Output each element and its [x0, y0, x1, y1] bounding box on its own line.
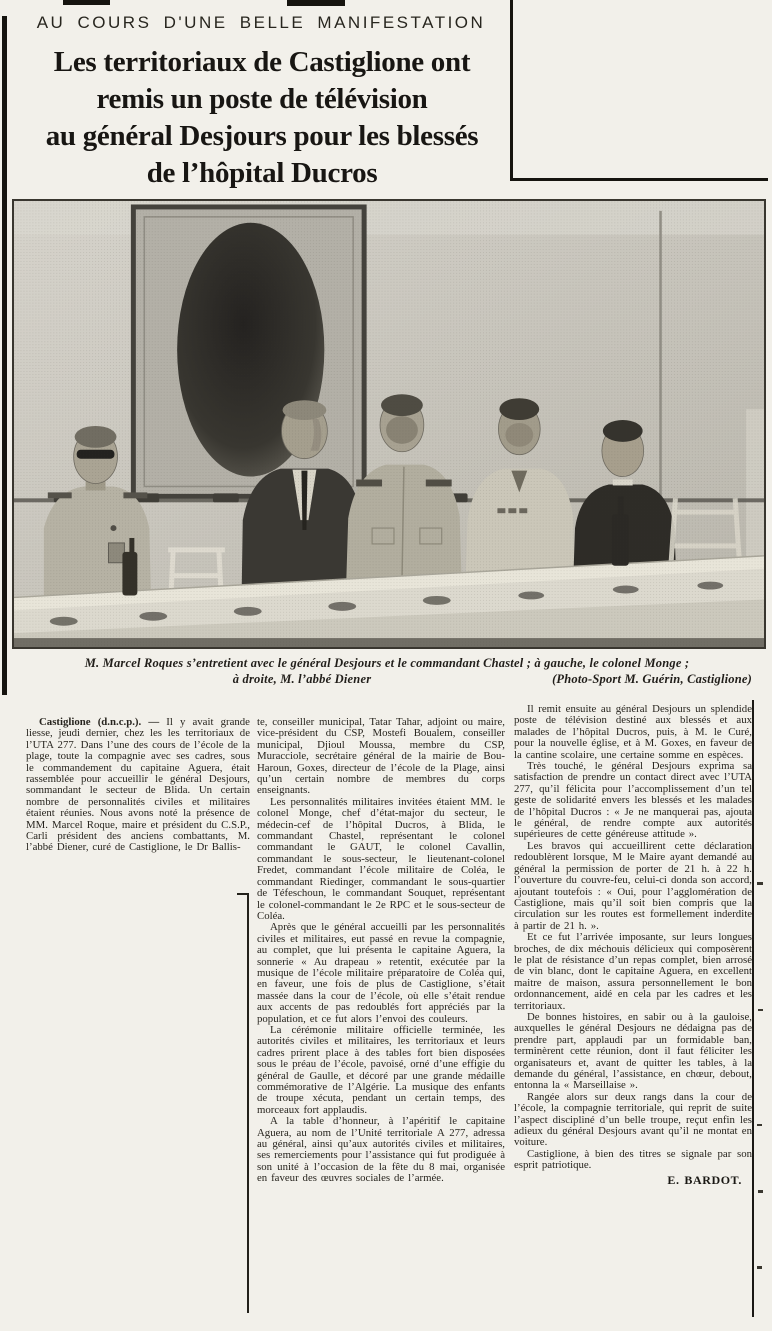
headline-line-1: Les territoriaux de Castiglione ont	[53, 46, 471, 78]
press-photo	[12, 199, 766, 649]
article-column-1	[26, 717, 250, 854]
article-paragraph: Les personnalités militaires invitées étaient MM. le colonel Monge, chef d’état-major du secteur, le médecin-cef de l’hôpital Ducros, à Blida, le commandant Chastel, représentant le colonel commandant le GAUT, le colonel Cavallin, commandant le sous-secteur, le lieutenant-colonel Fredet, commandant l’école militaire de Coléa, le commandant Riedinger, commandant le sous-quartier de Téfeschoun, le commandant Souquet, représentant le colonel-commandant le 2e RPC et le sous-secteur de Coléa.	[257, 795, 505, 922]
article-column-2	[257, 717, 505, 1185]
top-edge-mark-right	[287, 0, 345, 6]
article-paragraph: A la table d’honneur, à l’apéritif le capitaine Aguera, au nom de l’Unité territoriale A 277, adressa au général, ainsi qu’aux autorités civiles et militaires, ses remerciements pour l’assistance qui fut prodiguée à son unité à l’occasion de la fête du 8 mai, organisée en faveur des œuvres sociales de l’armée.	[257, 1115, 505, 1185]
paragraph-text: Il y avait grande liesse, jeudi dernier, chez les les territoriaux de l’UTA 277. Dans l’une des cours de l’école de la plage, toute la compagnie avec ses cadres, sous le commandement du capitaine Aguera, était rassemblée pour accueillir le général Desjours, sommandant le secteur de Blida. Un certain nombre de personnalités civiles et militaires étaient réunies. Nous avons noté la présence de MM. Marcel Roque, maire et président du C.S.P., Carli président des anciens combattants, M. l’abbé Diener, curé de Castiglione, le Dr Ballis-	[26, 716, 250, 854]
scan-artifact	[757, 1266, 762, 1269]
article-paragraph: Et ce fut l’arrivée imposante, sur leurs longues broches, de dix méchouis délicieux qui composèrent le plat de résistance d’un repas complet, bien arrosé de vin blanc, dont le capitaine Aguera, en excellent maitre de maison, assura personnellement le bon ordonnancement, aidé en cela par les cadres et les territoriaux.	[514, 931, 752, 1012]
top-edge-mark-left	[63, 0, 110, 5]
right-column-rule	[752, 700, 754, 1317]
article-paragraph: te, conseiller municipal, Tatar Tahar, adjoint ou maire, vice-président du CSP, Mostefi Boualem, conseiller municipal, Djioul Moussa, membre du CSP, Muracciole, secrétaire général de la mairie de Bou-Haroun, Goxes, directeur de l’école de la Plage, ainsi qu’un certain nombre de membres du corps enseignants.	[257, 716, 505, 797]
article-paragraph: Rangée alors sur deux rangs dans la cour de l’école, la compagnie territoriale, qui reprit de suite l’aspect discipliné d’un belle troupe, reçut enfin les adieux du général Desjours avant qu’il ne montat en voiture.	[514, 1090, 752, 1149]
press-photo-scene	[14, 201, 764, 647]
article-paragraph: Castiglione, à bien des titres se signale par son esprit patriotique.	[514, 1147, 752, 1172]
article-paragraph: De bonnes histoires, en sabir ou à la gauloise, auxquelles le général Desjours ne dédaigna pas de prendre part, applaudi par un formidable ban, terminèrent cette réunion, dont il faut féliciter les organisateurs et, avant de quitter les tables, à la demande du général, l’assistance, en chœur, debout, entonna la « Marseillaise ».	[514, 1010, 752, 1092]
headline-line-3: au général Desjours pour les blessés	[45, 120, 479, 152]
author-signature: E. BARDOT.	[667, 1172, 742, 1187]
dateline-lead: Castiglione (d.n.c.p.). —	[39, 716, 160, 728]
column-divider-tick	[237, 893, 249, 895]
left-border-rule	[2, 16, 7, 695]
headline-line-2: remis un poste de télévision	[96, 83, 428, 115]
scan-artifact	[758, 1190, 763, 1193]
scan-artifact	[758, 1009, 763, 1011]
article-column-3	[514, 704, 752, 1186]
photo-caption-line-2-left: à droite, M. l’abbé Diener	[232, 671, 372, 686]
article-paragraph: Après que le général accueilli par les personnalités civiles et militaires, eut passé en revue la compagnie, au complet, que lui présenta le capitaine Aguera, la sonnerie « Au drapeau » retentit, exécutée par la musique de l’école militaire préparatoire de Coléa qui, en faveur, une fois de plus de Castiglione, s’était massée dans la cour de l’école, où elle s’était rendue aux accents de pas redoublés fort appréciés par la population, et ce fut alors l’envoi des couleurs.	[257, 921, 505, 1025]
kicker: AU COURS D'UNE BELLE MANIFESTATION	[36, 13, 486, 32]
halftone-overlay	[14, 201, 764, 647]
photo-caption	[14, 656, 760, 687]
photo-credit: (Photo-Sport M. Guérin, Castiglione)	[552, 671, 752, 686]
headline-right-rule	[510, 0, 513, 181]
article-paragraph: Il remit ensuite au général Desjours un splendide poste de télévision destiné aux blessés et aux malades de l’hôpital Ducros, puis, à M. le Curé, pour la nouvelle église, et à M. Goxes, en faveur de la cantine scolaire, une certaine somme en espèces.	[514, 703, 752, 761]
scan-artifact	[757, 882, 763, 885]
article-paragraph: Les bravos qui accueillirent cette déclaration redoublèrent lorsque, M le Maire ayant demandé au général la permission de porter de 21 h. à 22 h. l’ouverture du couvre-feu, celui-ci donda son accord, ajoutant toutefois : « Oui, pour l’agglomération de Castiglione, mais qu’il soit bien compris que la circulation sur les routes est formellement inderdite à partir de 21 h. ».	[514, 839, 752, 932]
headline	[16, 44, 508, 192]
article-paragraph: La cérémonie militaire officielle terminée, les autorités civiles et militaires, les territoriaux et leurs cadres prirent place à des tables fort bien disposées sous le préau de l’école, pavoisé, orné d’une effigie du général de Gaulle, et décoré par une grande médaille commémorative de l’Algérie. La musique des enfants de troupe xécuta, pendant un certain temps, des morceaux fort applaudis.	[257, 1023, 505, 1116]
headline-bottom-rule	[510, 178, 768, 181]
scan-artifact	[757, 1124, 762, 1126]
article-paragraph: Très touché, le général Desjours exprima sa satisfaction de prendre un contact direct avec l’UTA 277, qu’il félicita pour l’accomplissement d’un tel geste de solidarité envers les blessés et les malades de l’hôpital Ducros : « Je ne manquerai pas, ajouta le général, de rendre compte aux autorités supérieures de cette généreuse attitude ».	[514, 760, 752, 841]
photo-caption-line-2	[14, 672, 760, 688]
article-paragraph	[26, 717, 250, 854]
headline-line-4: de l’hôpital Ducros	[146, 157, 378, 189]
photo-caption-line-1: M. Marcel Roques s’entretient avec le général Desjours et le commandant Chastel ; à gauche, le colonel Monge ;	[84, 656, 690, 670]
column-divider-rule	[247, 893, 249, 1313]
